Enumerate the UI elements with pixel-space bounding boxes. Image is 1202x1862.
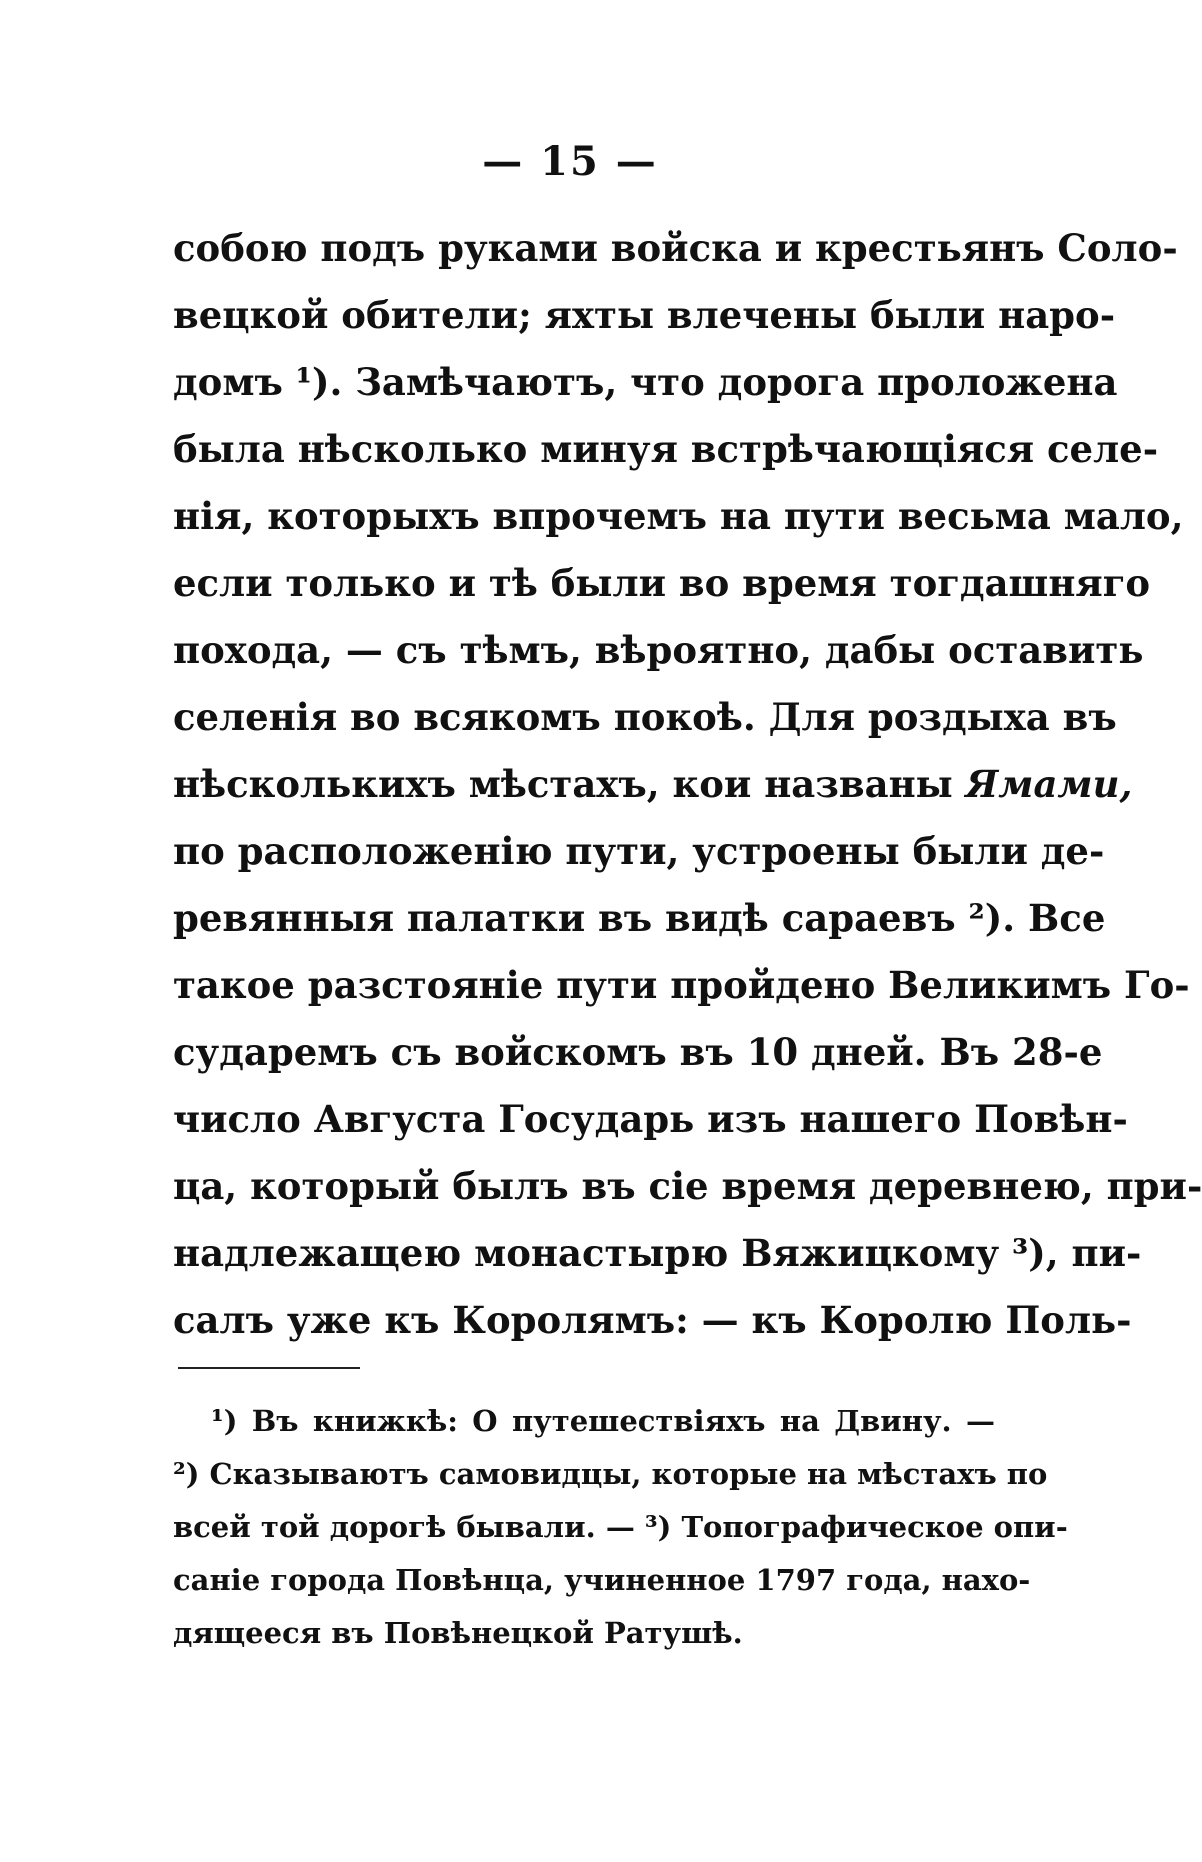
text-line: нія, которыхъ впрочемъ на пути весьма мало,: [173, 494, 1184, 538]
text-line: сударемъ съ войскомъ въ 10 дней. Въ 28-е: [173, 1030, 1103, 1074]
footnote-divider: [178, 1367, 360, 1369]
text-segment: нѣсколькихъ мѣстахъ, кои названы: [173, 762, 953, 806]
body-text: [173, 215, 1202, 1354]
text-line: была нѣсколько минуя встрѣчающіяся селе-: [173, 427, 1159, 471]
text-line: вецкой обители; яхты влечены были наро-: [173, 293, 1116, 337]
italic-word: Ямами,: [965, 762, 1133, 806]
text-line: ревянныя палатки въ видѣ сараевъ ²). Все: [173, 896, 1106, 940]
text-line: такое разстояніе пути пройдено Великимъ Го-: [173, 963, 1190, 1007]
footnote-line: саніе города Повѣнца, учиненное 1797 года, нахо-: [173, 1563, 1031, 1597]
text-line: ца, который былъ въ сіе время деревнею, при-: [173, 1164, 1202, 1208]
text-line: по расположенію пути, устроены были де-: [173, 829, 1105, 873]
footnote-line: ²) Сказываютъ самовидцы, которые на мѣстахъ по: [173, 1457, 1048, 1491]
footnote-line: всей той дорогѣ бывали. — ³) Топографическое опи-: [173, 1510, 1068, 1544]
text-line-with-italic: [173, 751, 1133, 818]
text-line: если только и тѣ были во время тогдашняго: [173, 561, 1151, 605]
footnotes: [173, 1395, 1068, 1660]
text-line: домъ ¹). Замѣчаютъ, что дорога проложена: [173, 360, 1118, 404]
text-line: селенія во всякомъ покоѣ. Для роздыха въ: [173, 695, 1117, 739]
footnote-line: ¹) Въ книжкѣ: О путешествіяхъ на Двину. —: [211, 1404, 995, 1438]
text-line: надлежащею монастырю Вяжицкому ³), пи-: [173, 1231, 1142, 1275]
text-line: число Августа Государь изъ нашего Повѣн-: [173, 1097, 1128, 1141]
page-number: — 15 —: [482, 138, 658, 185]
text-line: похода, — съ тѣмъ, вѣроятно, дабы оставить: [173, 628, 1144, 672]
text-line: собою подъ руками войска и крестьянъ Соло-: [173, 226, 1178, 270]
text-line: салъ уже къ Королямъ: — къ Королю Поль-: [173, 1298, 1132, 1342]
footnote-line: дящееся въ Повѣнецкой Ратушѣ.: [173, 1616, 743, 1650]
